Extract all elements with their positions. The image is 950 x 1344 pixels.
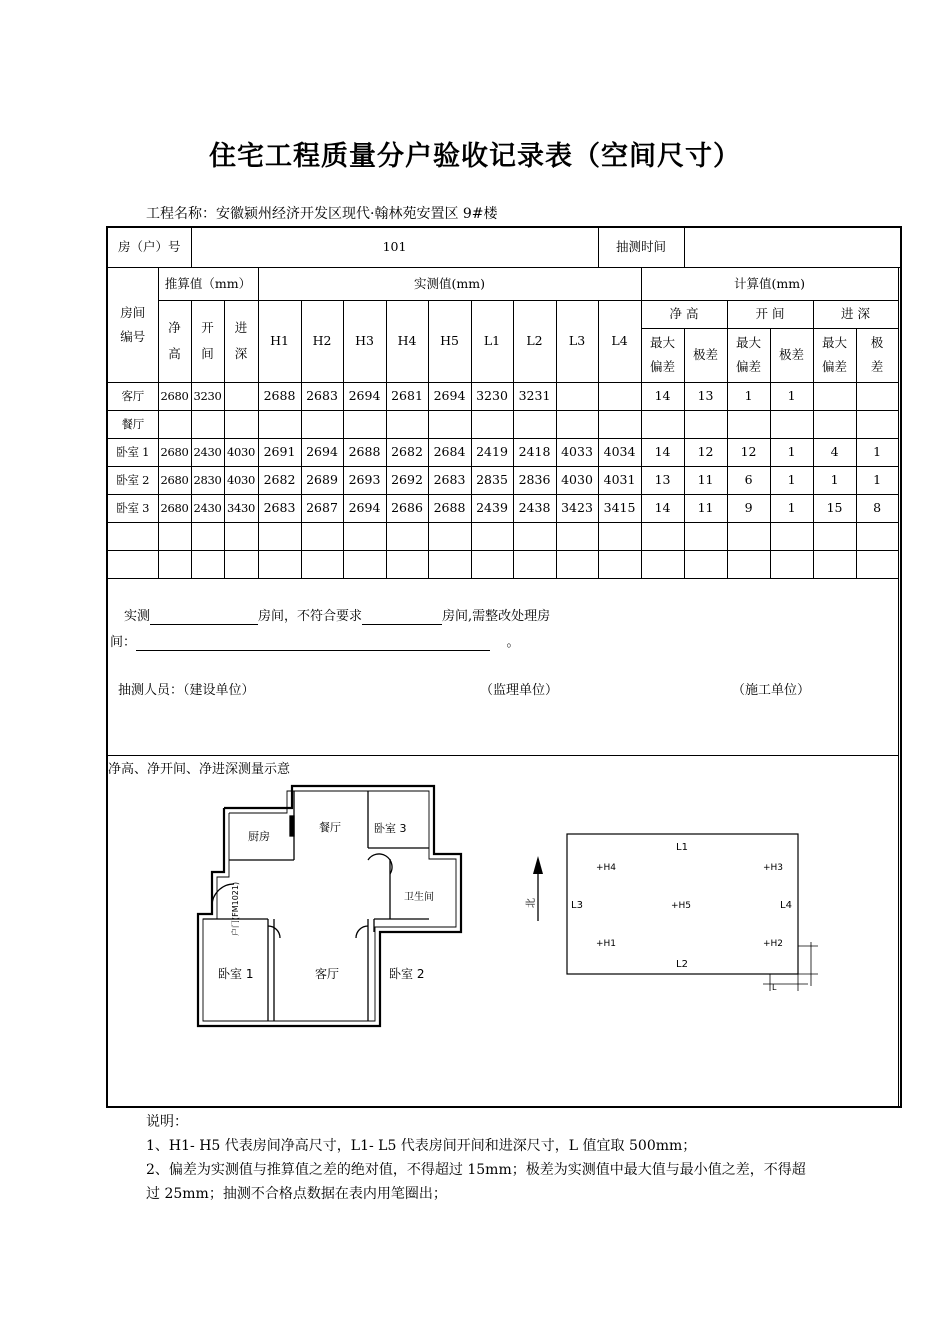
notes-line-2: 间： 。 [110, 634, 520, 650]
computed-cell[interactable]: 13 [641, 466, 684, 494]
measured-cell[interactable] [343, 550, 386, 578]
measured-cell[interactable] [598, 410, 641, 438]
explanation-heading: 说明： [146, 1114, 188, 1130]
measured-cell[interactable] [301, 522, 343, 550]
notes-line-1: 实测 房间，不符合要求 房间,需整改处理房 [124, 608, 551, 624]
explanation [146, 1110, 826, 1206]
measured-cell[interactable]: 2694 [343, 494, 386, 522]
measured-cell[interactable] [428, 522, 471, 550]
computed-cell[interactable]: 9 [727, 494, 770, 522]
north-arrow-icon [533, 856, 543, 921]
computed-cell[interactable] [856, 382, 898, 410]
meas-h2: H2 [301, 300, 343, 382]
measured-cell[interactable] [258, 550, 301, 578]
measured-cell[interactable]: 2683 [258, 494, 301, 522]
measured-cell[interactable] [428, 550, 471, 578]
computed-cell[interactable]: 1 [856, 438, 898, 466]
measured-cell[interactable]: 2694 [301, 438, 343, 466]
computed-cell[interactable]: 1 [770, 466, 813, 494]
computed-cell[interactable]: 12 [684, 438, 727, 466]
measurement-room [567, 834, 818, 991]
meas-l2: L2 [513, 300, 556, 382]
estimated-cell[interactable]: 2830 [191, 466, 224, 494]
estimated-cell[interactable] [158, 550, 191, 578]
measured-cell[interactable]: 4033 [556, 438, 598, 466]
project-name: 工程名称：安徽颍州经济开发区现代·翰林苑安置区 9#楼 [146, 206, 498, 222]
estimated-cell[interactable]: 2680 [158, 438, 191, 466]
group-bay: 开 间 [727, 300, 813, 328]
measured-cell[interactable] [598, 382, 641, 410]
room-name-cell[interactable]: 卧室 3 [107, 494, 158, 522]
calc-range-header: 极差 [856, 328, 898, 382]
room-name-cell[interactable]: 卧室 2 [107, 466, 158, 494]
computed-cell[interactable]: 8 [856, 494, 898, 522]
computed-cell[interactable] [770, 550, 813, 578]
computed-cell[interactable]: 1 [813, 466, 856, 494]
estimated-cell[interactable] [224, 550, 258, 578]
h4-point: +H4 [596, 862, 617, 873]
computed-cell[interactable] [813, 382, 856, 410]
group-depth: 进 深 [813, 300, 898, 328]
computed-cell[interactable] [813, 522, 856, 550]
entry-door-label: 户门(FM1021) [231, 881, 240, 936]
room-number-value[interactable]: 101 [191, 227, 598, 267]
estimated-cell[interactable] [224, 382, 258, 410]
computed-cell[interactable] [727, 550, 770, 578]
computed-cell[interactable]: 11 [684, 494, 727, 522]
measured-cell[interactable]: 2686 [386, 494, 428, 522]
calc-max-dev-header: 最大偏差 [813, 328, 856, 382]
north-label: 北 [526, 897, 537, 908]
measured-cell[interactable] [386, 410, 428, 438]
diagram-caption: 净高、净开间、净进深测量示意 [108, 761, 291, 777]
estimated-cell[interactable] [224, 410, 258, 438]
notes-cell [107, 578, 898, 755]
table-row [107, 466, 901, 494]
computed-cell[interactable]: 6 [727, 466, 770, 494]
measured-cell[interactable]: 2694 [428, 382, 471, 410]
l1-label: L1 [676, 841, 688, 853]
computed-header: 计算值(mm) [641, 267, 898, 300]
supervisor-unit: （监理单位） [480, 682, 559, 698]
measured-cell[interactable] [598, 550, 641, 578]
measured-cell[interactable] [598, 522, 641, 550]
measured-cell[interactable]: 4034 [598, 438, 641, 466]
measurement-diagram [108, 756, 898, 1102]
table-row [107, 410, 901, 438]
estimated-cell[interactable] [158, 410, 191, 438]
l2-label: L2 [676, 958, 688, 970]
measured-rooms-blank[interactable] [150, 610, 258, 625]
estimated-cell[interactable]: 2430 [191, 494, 224, 522]
estimated-cell[interactable]: 4030 [224, 466, 258, 494]
room-name-cell[interactable] [107, 522, 158, 550]
measured-cell[interactable] [513, 410, 556, 438]
bed3-label: 卧室 3 [374, 821, 407, 835]
measured-cell[interactable]: 2682 [386, 438, 428, 466]
measured-cell[interactable]: 4030 [556, 466, 598, 494]
est-depth-header: 进深 [224, 300, 258, 382]
living-label: 客厅 [315, 966, 340, 981]
estimated-cell[interactable] [191, 522, 224, 550]
computed-cell[interactable] [727, 522, 770, 550]
calc-max-dev-header: 最大偏差 [641, 328, 684, 382]
measured-cell[interactable]: 2684 [428, 438, 471, 466]
measured-cell[interactable]: 2689 [301, 466, 343, 494]
constructor-unit: （施工单位） [732, 682, 811, 698]
measured-cell[interactable] [258, 410, 301, 438]
computed-cell[interactable] [856, 550, 898, 578]
computed-cell[interactable] [770, 522, 813, 550]
measured-cell[interactable]: 3231 [513, 382, 556, 410]
computed-cell[interactable]: 1 [856, 466, 898, 494]
measured-cell[interactable]: 2419 [471, 438, 513, 466]
measured-cell[interactable]: 2691 [258, 438, 301, 466]
computed-cell[interactable] [856, 410, 898, 438]
estimated-cell[interactable] [191, 550, 224, 578]
bed2-label: 卧室 2 [389, 966, 425, 981]
estimated-cell[interactable]: 3430 [224, 494, 258, 522]
h2-point: +H2 [763, 938, 784, 949]
h3-point: +H3 [763, 862, 784, 873]
computed-cell[interactable]: 1 [727, 382, 770, 410]
group-height: 净 高 [641, 300, 727, 328]
h1-point: +H1 [596, 938, 617, 949]
room-name-cell[interactable] [107, 550, 158, 578]
computed-cell[interactable] [641, 522, 684, 550]
page-title: 住宅工程质量分户验收记录表（空间尺寸） [209, 141, 741, 172]
measured-cell[interactable] [556, 382, 598, 410]
room-name-cell[interactable]: 客厅 [107, 382, 158, 410]
measured-cell[interactable]: 2694 [343, 382, 386, 410]
bath-label: 卫生间 [404, 891, 434, 903]
measured-cell[interactable]: 3230 [471, 382, 513, 410]
computed-cell[interactable]: 1 [770, 382, 813, 410]
computed-cell[interactable]: 15 [813, 494, 856, 522]
measured-cell[interactable] [301, 550, 343, 578]
calc-max-dev-header: 最大偏差 [727, 328, 770, 382]
h5-point: +H5 [671, 900, 692, 911]
inspection-table [106, 226, 902, 1108]
measured-cell[interactable]: 2418 [513, 438, 556, 466]
measured-cell[interactable]: 3415 [598, 494, 641, 522]
computed-cell[interactable] [727, 410, 770, 438]
measured-cell[interactable] [513, 550, 556, 578]
measured-cell[interactable] [301, 410, 343, 438]
l-offset-label: L [772, 982, 777, 992]
computed-cell[interactable] [813, 410, 856, 438]
measured-cell[interactable]: 2682 [258, 466, 301, 494]
meas-l3: L3 [556, 300, 598, 382]
bed1-label: 卧室 1 [218, 966, 254, 981]
table-row [107, 494, 901, 522]
inspectors-line: 抽测人员：（建设单位） （监理单位） （施工单位） [118, 682, 811, 698]
estimated-cell[interactable] [224, 522, 258, 550]
meas-l1: L1 [471, 300, 513, 382]
calc-range-header: 极差 [684, 328, 727, 382]
computed-cell[interactable]: 11 [684, 466, 727, 494]
explanation-line-1: 1、H1- H5 代表房间净高尺寸，L1- L5 代表房间开间和进深尺寸，L 值宜取 500mm； [146, 1138, 697, 1154]
l4-label: L4 [780, 899, 792, 911]
table-row [107, 522, 901, 550]
estimated-cell[interactable] [158, 522, 191, 550]
measured-cell[interactable]: 4031 [598, 466, 641, 494]
rectify-rooms-blank[interactable] [136, 636, 490, 651]
measured-header: 实测值(mm) [258, 267, 641, 300]
measured-cell[interactable] [471, 522, 513, 550]
computed-cell[interactable] [684, 522, 727, 550]
measured-cell[interactable]: 2683 [301, 382, 343, 410]
measured-cell[interactable] [556, 550, 598, 578]
computed-cell[interactable] [770, 410, 813, 438]
explanation-line-2: 2、偏差为实测值与推算值之差的绝对值，不得超过 15mm；极差为实测值中最大值与最小值之差，不得超过 25mm；抽测不合格点数据在表内用笔圈出； [146, 1162, 806, 1202]
estimated-header: 推算值（mm） [158, 267, 258, 300]
computed-cell[interactable]: 4 [813, 438, 856, 466]
meas-h3: H3 [343, 300, 386, 382]
meas-h1: H1 [258, 300, 301, 382]
measured-cell[interactable] [513, 522, 556, 550]
measured-cell[interactable]: 2836 [513, 466, 556, 494]
measured-cell[interactable] [386, 550, 428, 578]
measured-cell[interactable]: 2688 [258, 382, 301, 410]
measured-cell[interactable]: 2438 [513, 494, 556, 522]
sample-time-label: 抽测时间 [598, 227, 684, 267]
room-name-cell[interactable]: 餐厅 [107, 410, 158, 438]
measured-cell[interactable] [343, 522, 386, 550]
estimated-cell[interactable]: 3230 [191, 382, 224, 410]
computed-cell[interactable]: 14 [641, 382, 684, 410]
measured-cell[interactable]: 2439 [471, 494, 513, 522]
calc-range-header: 极差 [770, 328, 813, 382]
table-row [107, 550, 901, 578]
estimated-cell[interactable]: 4030 [224, 438, 258, 466]
computed-cell[interactable] [813, 550, 856, 578]
computed-cell[interactable]: 1 [770, 438, 813, 466]
computed-cell[interactable]: 1 [770, 494, 813, 522]
noncompliant-rooms-blank[interactable] [362, 610, 442, 625]
computed-cell[interactable]: 13 [684, 382, 727, 410]
meas-l4: L4 [598, 300, 641, 382]
est-height-header: 净高 [158, 300, 191, 382]
computed-cell[interactable]: 14 [641, 494, 684, 522]
measured-cell[interactable]: 2683 [428, 466, 471, 494]
computed-cell[interactable] [641, 410, 684, 438]
estimated-cell[interactable]: 2680 [158, 494, 191, 522]
estimated-cell[interactable] [191, 410, 224, 438]
computed-cell[interactable] [684, 550, 727, 578]
meas-h5: H5 [428, 300, 471, 382]
table-row [107, 438, 901, 466]
table-row [107, 382, 901, 410]
measured-cell[interactable]: 2688 [343, 438, 386, 466]
room-name-cell[interactable]: 卧室 1 [107, 438, 158, 466]
measured-cell[interactable] [386, 522, 428, 550]
kitchen-label: 厨房 [248, 829, 270, 843]
l3-label: L3 [571, 899, 583, 911]
computed-cell[interactable] [641, 550, 684, 578]
room-number-label: 房（户）号 [107, 227, 191, 267]
measured-cell[interactable]: 3423 [556, 494, 598, 522]
measured-cell[interactable]: 2692 [386, 466, 428, 494]
measured-cell[interactable]: 2693 [343, 466, 386, 494]
measured-cell[interactable] [428, 410, 471, 438]
sample-time-value[interactable] [684, 227, 901, 267]
room-id-header: 房间编号 [107, 267, 158, 382]
estimated-cell[interactable]: 2430 [191, 438, 224, 466]
dining-label: 餐厅 [319, 820, 341, 834]
estimated-cell[interactable]: 2680 [158, 466, 191, 494]
est-bay-header: 开间 [191, 300, 224, 382]
measured-cell[interactable] [471, 550, 513, 578]
measured-cell[interactable] [343, 410, 386, 438]
measured-cell[interactable]: 2688 [428, 494, 471, 522]
computed-cell[interactable] [856, 522, 898, 550]
measured-cell[interactable] [556, 410, 598, 438]
measured-cell[interactable]: 2687 [301, 494, 343, 522]
measured-cell[interactable] [471, 410, 513, 438]
measured-cell[interactable] [258, 522, 301, 550]
computed-cell[interactable]: 14 [641, 438, 684, 466]
measured-cell[interactable] [556, 522, 598, 550]
measured-cell[interactable]: 2835 [471, 466, 513, 494]
computed-cell[interactable]: 12 [727, 438, 770, 466]
estimated-cell[interactable]: 2680 [158, 382, 191, 410]
diagram-cell [107, 755, 898, 1107]
computed-cell[interactable] [684, 410, 727, 438]
meas-h4: H4 [386, 300, 428, 382]
measured-cell[interactable]: 2681 [386, 382, 428, 410]
